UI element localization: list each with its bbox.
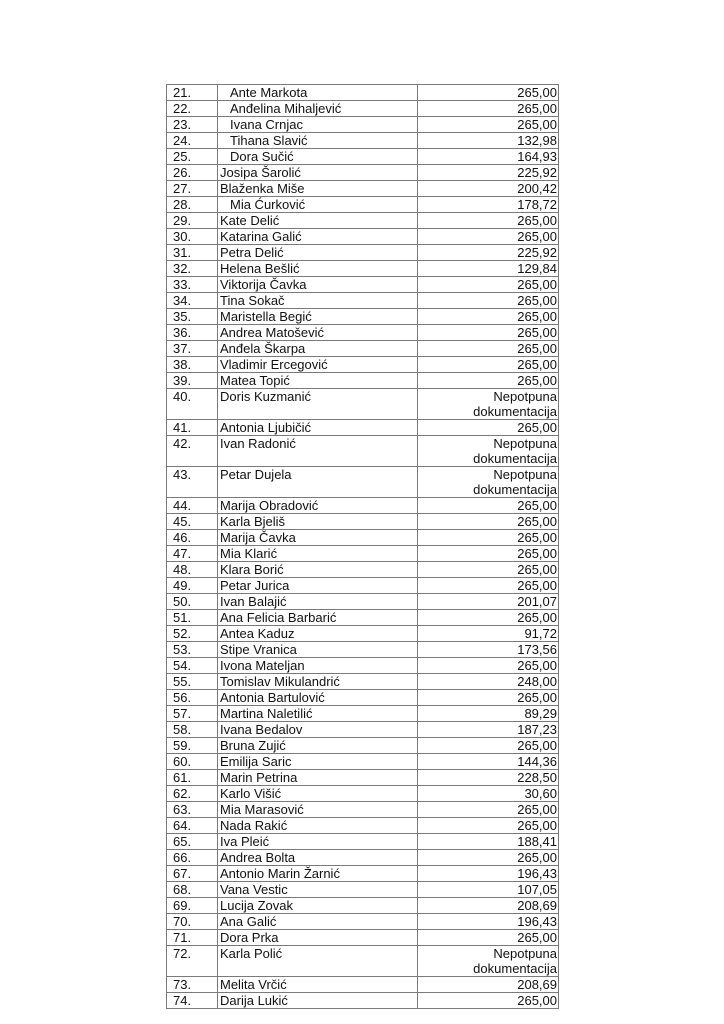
table-row [167, 866, 559, 882]
person-name: Tihana Slavić [218, 133, 418, 149]
table-row [167, 389, 559, 420]
table-row [167, 946, 559, 977]
status-incomplete-documentation [418, 389, 559, 420]
amount-value: 248,00 [418, 674, 559, 690]
amount-value: 129,84 [418, 261, 559, 277]
amount-value: 188,41 [418, 834, 559, 850]
amount-value: 173,56 [418, 642, 559, 658]
table-row [167, 245, 559, 261]
table-row [167, 436, 559, 467]
status-text-line: dokumentacija [473, 451, 557, 466]
table-row [167, 261, 559, 277]
status-text-line: Nepotpuna [493, 389, 557, 404]
table-row [167, 373, 559, 389]
person-name: Anđelina Mihaljević [218, 101, 418, 117]
amount-value: 196,43 [418, 866, 559, 882]
person-name: Marin Petrina [218, 770, 418, 786]
amount-value: 178,72 [418, 197, 559, 213]
amount-value: 187,23 [418, 722, 559, 738]
person-name: Antea Kaduz [218, 626, 418, 642]
row-number: 64. [167, 818, 218, 834]
table-row [167, 277, 559, 293]
table-row [167, 658, 559, 674]
table-row [167, 626, 559, 642]
table-row [167, 977, 559, 993]
row-number: 68. [167, 882, 218, 898]
table-row [167, 165, 559, 181]
person-name: Marija Čavka [218, 530, 418, 546]
table-row [167, 706, 559, 722]
amount-value: 265,00 [418, 101, 559, 117]
status-incomplete-documentation [418, 436, 559, 467]
table-row [167, 546, 559, 562]
amount-value: 265,00 [418, 658, 559, 674]
table-row [167, 117, 559, 133]
status-text-line: Nepotpuna [493, 467, 557, 482]
person-name: Helena Bešlić [218, 261, 418, 277]
person-name: Andrea Matošević [218, 325, 418, 341]
person-name: Vladimir Ercegović [218, 357, 418, 373]
person-name: Petra Delić [218, 245, 418, 261]
person-name: Ivona Mateljan [218, 658, 418, 674]
person-name: Ana Felicia Barbarić [218, 610, 418, 626]
table-row [167, 770, 559, 786]
table-row [167, 818, 559, 834]
amount-value: 265,00 [418, 690, 559, 706]
table-row [167, 754, 559, 770]
row-number: 63. [167, 802, 218, 818]
row-number: 62. [167, 786, 218, 802]
amount-value: 265,00 [418, 373, 559, 389]
person-name: Mia Marasović [218, 802, 418, 818]
person-name: Maristella Begić [218, 309, 418, 325]
amount-value: 265,00 [418, 293, 559, 309]
person-name: Ivana Bedalov [218, 722, 418, 738]
row-number: 54. [167, 658, 218, 674]
table-row [167, 514, 559, 530]
person-name: Petar Jurica [218, 578, 418, 594]
table-row [167, 898, 559, 914]
table-row [167, 610, 559, 626]
person-name: Antonio Marin Žarnić [218, 866, 418, 882]
amount-value: 196,43 [418, 914, 559, 930]
status-incomplete-documentation [418, 467, 559, 498]
person-name: Darija Lukić [218, 993, 418, 1009]
status-text-line: Nepotpuna [493, 436, 557, 451]
person-name: Klara Borić [218, 562, 418, 578]
person-name: Antonia Bartulović [218, 690, 418, 706]
row-number: 46. [167, 530, 218, 546]
table-row [167, 882, 559, 898]
table-row [167, 594, 559, 610]
person-name: Mia Klarić [218, 546, 418, 562]
person-name: Mia Ćurković [218, 197, 418, 213]
person-name: Dora Sučić [218, 149, 418, 165]
amount-value: 225,92 [418, 245, 559, 261]
amount-value: 208,69 [418, 898, 559, 914]
row-number: 37. [167, 341, 218, 357]
status-text-line: dokumentacija [473, 404, 557, 419]
row-number: 60. [167, 754, 218, 770]
row-number: 58. [167, 722, 218, 738]
table-row [167, 309, 559, 325]
row-number: 66. [167, 850, 218, 866]
row-number: 24. [167, 133, 218, 149]
status-text-line: Nepotpuna [493, 946, 557, 961]
table-row [167, 786, 559, 802]
person-name: Stipe Vranica [218, 642, 418, 658]
row-number: 50. [167, 594, 218, 610]
person-name: Antonia Ljubičić [218, 420, 418, 436]
row-number: 71. [167, 930, 218, 946]
row-number: 35. [167, 309, 218, 325]
amount-value: 225,92 [418, 165, 559, 181]
row-number: 38. [167, 357, 218, 373]
applicant-amount-table [166, 84, 559, 1009]
amount-value: 265,00 [418, 850, 559, 866]
row-number: 74. [167, 993, 218, 1009]
row-number: 27. [167, 181, 218, 197]
row-number: 55. [167, 674, 218, 690]
row-number: 39. [167, 373, 218, 389]
row-number: 43. [167, 467, 218, 498]
row-number: 33. [167, 277, 218, 293]
amount-value: 265,00 [418, 357, 559, 373]
table-row [167, 213, 559, 229]
person-name: Katarina Galić [218, 229, 418, 245]
person-name: Lucija Zovak [218, 898, 418, 914]
table-row [167, 85, 559, 101]
amount-value: 265,00 [418, 818, 559, 834]
row-number: 31. [167, 245, 218, 261]
status-text-line: dokumentacija [473, 482, 557, 497]
amount-value: 265,00 [418, 578, 559, 594]
person-name: Ivan Radonić [218, 436, 418, 467]
amount-value: 107,05 [418, 882, 559, 898]
person-name: Anđela Škarpa [218, 341, 418, 357]
row-number: 65. [167, 834, 218, 850]
person-name: Dora Prka [218, 930, 418, 946]
table-row [167, 229, 559, 245]
table-row [167, 133, 559, 149]
table-row [167, 293, 559, 309]
table-row [167, 197, 559, 213]
amount-value: 208,69 [418, 977, 559, 993]
status-incomplete-documentation [418, 946, 559, 977]
table-row [167, 498, 559, 514]
amount-value: 265,00 [418, 341, 559, 357]
person-name: Karla Bjeliš [218, 514, 418, 530]
person-name: Blaženka Miše [218, 181, 418, 197]
amount-value: 265,00 [418, 930, 559, 946]
row-number: 49. [167, 578, 218, 594]
amount-value: 265,00 [418, 85, 559, 101]
person-name: Andrea Bolta [218, 850, 418, 866]
row-number: 25. [167, 149, 218, 165]
person-name: Ana Galić [218, 914, 418, 930]
amount-value: 91,72 [418, 626, 559, 642]
person-name: Vana Vestic [218, 882, 418, 898]
amount-value: 89,29 [418, 706, 559, 722]
row-number: 51. [167, 610, 218, 626]
table-row [167, 834, 559, 850]
row-number: 57. [167, 706, 218, 722]
row-number: 69. [167, 898, 218, 914]
amount-value: 265,00 [418, 277, 559, 293]
row-number: 73. [167, 977, 218, 993]
table-row [167, 578, 559, 594]
table-row [167, 341, 559, 357]
person-name: Ivana Crnjac [218, 117, 418, 133]
row-number: 56. [167, 690, 218, 706]
person-name: Martina Naletilić [218, 706, 418, 722]
table-row [167, 420, 559, 436]
person-name: Ivan Balajić [218, 594, 418, 610]
row-number: 26. [167, 165, 218, 181]
amount-value: 144,36 [418, 754, 559, 770]
person-name: Viktorija Čavka [218, 277, 418, 293]
person-name: Doris Kuzmanić [218, 389, 418, 420]
table-row [167, 850, 559, 866]
row-number: 48. [167, 562, 218, 578]
row-number: 44. [167, 498, 218, 514]
row-number: 47. [167, 546, 218, 562]
table-row [167, 181, 559, 197]
row-number: 53. [167, 642, 218, 658]
person-name: Karla Polić [218, 946, 418, 977]
amount-value: 265,00 [418, 514, 559, 530]
table-row [167, 101, 559, 117]
row-number: 59. [167, 738, 218, 754]
person-name: Karlo Višić [218, 786, 418, 802]
row-number: 36. [167, 325, 218, 341]
amount-value: 265,00 [418, 420, 559, 436]
amount-value: 265,00 [418, 229, 559, 245]
amount-value: 265,00 [418, 530, 559, 546]
table-row [167, 802, 559, 818]
table-row [167, 149, 559, 165]
table-row [167, 530, 559, 546]
table-row [167, 562, 559, 578]
person-name: Bruna Zujić [218, 738, 418, 754]
table-row [167, 467, 559, 498]
amount-value: 265,00 [418, 498, 559, 514]
person-name: Ante Markota [218, 85, 418, 101]
amount-value: 30,60 [418, 786, 559, 802]
amount-value: 265,00 [418, 309, 559, 325]
person-name: Kate Delić [218, 213, 418, 229]
amount-value: 132,98 [418, 133, 559, 149]
row-number: 52. [167, 626, 218, 642]
person-name: Melita Vrčić [218, 977, 418, 993]
amount-value: 265,00 [418, 562, 559, 578]
table-row [167, 642, 559, 658]
amount-value: 265,00 [418, 993, 559, 1009]
amount-value: 201,07 [418, 594, 559, 610]
table-row [167, 738, 559, 754]
amount-value: 265,00 [418, 546, 559, 562]
table-row [167, 914, 559, 930]
row-number: 21. [167, 85, 218, 101]
row-number: 72. [167, 946, 218, 977]
row-number: 40. [167, 389, 218, 420]
amount-value: 265,00 [418, 802, 559, 818]
table-body [167, 85, 559, 1009]
amount-value: 228,50 [418, 770, 559, 786]
amount-value: 200,42 [418, 181, 559, 197]
amount-value: 265,00 [418, 610, 559, 626]
person-name: Petar Dujela [218, 467, 418, 498]
row-number: 29. [167, 213, 218, 229]
person-name: Tomislav Mikulandrić [218, 674, 418, 690]
table-row [167, 674, 559, 690]
amount-value: 164,93 [418, 149, 559, 165]
person-name: Josipa Šarolić [218, 165, 418, 181]
table-row [167, 325, 559, 341]
table-row [167, 993, 559, 1009]
row-number: 28. [167, 197, 218, 213]
amount-value: 265,00 [418, 117, 559, 133]
table-row [167, 722, 559, 738]
person-name: Nada Rakić [218, 818, 418, 834]
row-number: 70. [167, 914, 218, 930]
row-number: 32. [167, 261, 218, 277]
row-number: 42. [167, 436, 218, 467]
row-number: 30. [167, 229, 218, 245]
amount-value: 265,00 [418, 213, 559, 229]
person-name: Emilija Saric [218, 754, 418, 770]
amount-value: 265,00 [418, 738, 559, 754]
row-number: 34. [167, 293, 218, 309]
person-name: Marija Obradović [218, 498, 418, 514]
row-number: 61. [167, 770, 218, 786]
row-number: 41. [167, 420, 218, 436]
table-row [167, 930, 559, 946]
status-text-line: dokumentacija [473, 961, 557, 976]
person-name: Iva Pleić [218, 834, 418, 850]
row-number: 45. [167, 514, 218, 530]
person-name: Matea Topić [218, 373, 418, 389]
table-row [167, 690, 559, 706]
amount-value: 265,00 [418, 325, 559, 341]
person-name: Tina Sokač [218, 293, 418, 309]
table-row [167, 357, 559, 373]
row-number: 23. [167, 117, 218, 133]
row-number: 67. [167, 866, 218, 882]
row-number: 22. [167, 101, 218, 117]
